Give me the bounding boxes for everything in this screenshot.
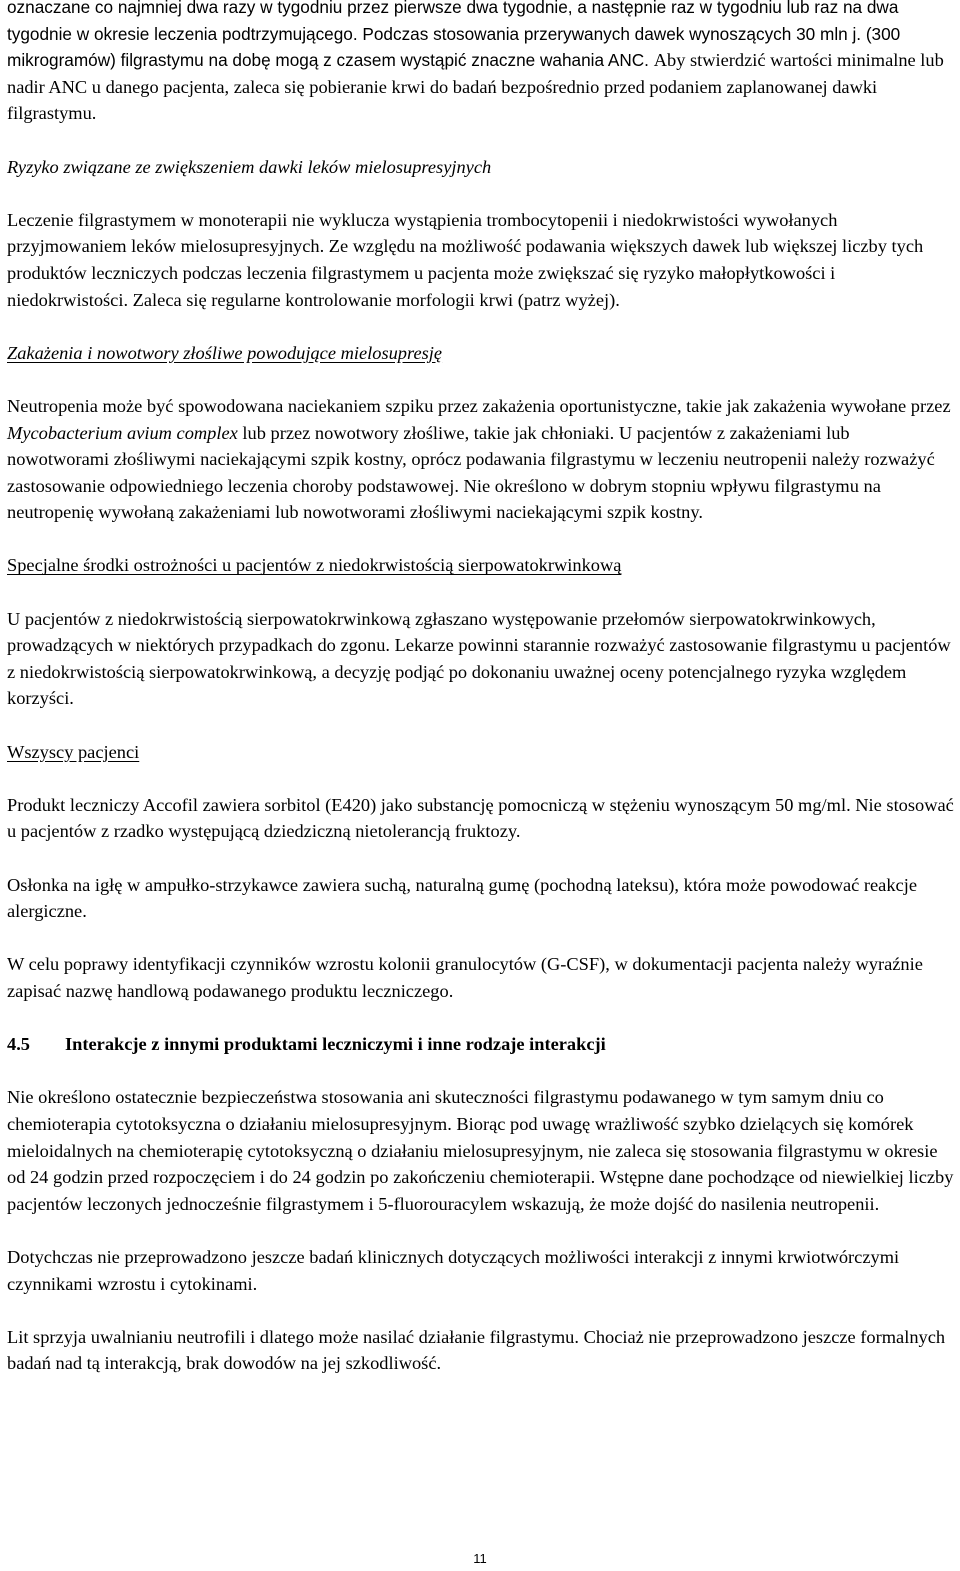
section-title: Interakcje z innymi produktami leczniczymi i inne rodzaje interakcji (65, 1034, 606, 1055)
heading-wszyscy: Wszyscy pacjenci (7, 741, 140, 762)
document-body (7, 0, 955, 1377)
intro-paragraph (7, 0, 955, 127)
paragraph-interakcje-2: Dotychczas nie przeprowadzono jeszcze badań klinicznych dotyczących możliwości interakcji z innymi krwiotwórczymi czynnikami wzrostu i cytokinami. (7, 1246, 900, 1294)
heading-ryzyko: Ryzyko związane ze zwiększeniem dawki leków mielosupresyjnych (7, 156, 492, 177)
heading-zakazenia: Zakażenia i nowotwory złośliwe powodujące mielosupresję (7, 342, 443, 363)
paragraph-zakazenia (7, 393, 955, 526)
paragraph-gcsf: W celu poprawy identyfikacji czynników wzrostu kolonii granulocytów (G-CSF), w dokumentacji pacjenta należy wyraźnie zapisać nazwę handlową podawanego produktu leczniczego. (7, 954, 923, 1001)
paragraph-ryzyko: Leczenie filgrastymem w monoterapii nie wyklucza wystąpienia trombocytopenii i niedokrwistości wywołanych przyjmowaniem leków mielosupresyjnych. Ze względu na możliwość podawania większych dawek lub większej liczby tych produktów leczniczych podczas leczenia filgrastymem u pacjenta może zwiększać się ryzyko małopłytkowości i niedokrwistości. Zaleca się regularne kontrolowanie morfologii krwi (patrz wyżej). (7, 209, 924, 310)
paragraph-accofil: Produkt leczniczy Accofil zawiera sorbitol (E420) jako substancję pomocniczą w stężeniu wynoszącym 50 mg/ml. Nie stosować u pacjentów z rzadko występującą dziedziczną nietolerancją fruktozy. (7, 794, 954, 842)
paragraph-zakazenia-before: Neutropenia może być spowodowana naciekaniem szpiku przez zakażenia oportunistyczne, takie jak zakażenia wywołane przez (7, 395, 951, 416)
intro-paragraph-part1: oznaczane co najmniej dwa razy w tygodniu przez pierwsze dwa tygodnie, a następnie raz w tygodniu lub raz na dwa tygodnie w okresie leczenia podtrzymującego. Podczas stosowania przerywanych dawek wynoszących 30 mln j. (300 mikrogramów) filgrastymu na dobę mogą z czasem wystąpić znaczne wahania ANC. (7, 0, 901, 71)
paragraph-zakazenia-after: lub przez nowotwory złośliwe, takie jak chłoniaki. U pacjentów z zakażeniami lub nowotworami złośliwymi naciekającymi szpik kostny, oprócz podawania filgrastymu w leczeniu neutropenii należy rozważyć zastosowanie odpowiedniego leczenia choroby podstawowej. Nie określono w dobrym stopniu wpływu filgrastymu na neutropenię wywołaną zakażeniami lub nowotworami złośliwymi naciekającymi szpik kostny. (7, 422, 935, 523)
paragraph-interakcje-3: Lit sprzyja uwalnianiu neutrofili i dlatego może nasilać działanie filgrastymu. Chociaż nie przeprowadzono jeszcze formalnych badań nad tą interakcją, brak dowodów na jej szkodliwość. (7, 1326, 946, 1374)
paragraph-interakcje-1: Nie określono ostatecznie bezpieczeństwa stosowania ani skuteczności filgrastymu podawanego w tym samym dniu co chemioterapia cytotoksyczna o działaniu mielosupresyjnym. Biorąc pod uwagę wrażliwość szybko dzielących się komórek mieloidalnych na chemioterapię cytotoksyczną o działaniu mielosupresyjnym, nie zaleca się stosowania filgrastymu w okresie od 24 godzin przed rozpoczęciem i do 24 godzin po zakończeniu chemioterapii. Wstępne dane pochodzące od niewielkiej liczby pacjentów leczonych jednocześnie filgrastymem i 5-fluorouracylem wskazują, że może dojść do nasilenia neutropenii. (7, 1087, 954, 1214)
paragraph-sierpowato: U pacjentów z niedokrwistością sierpowatokrwinkową zgłaszano występowanie przełomów sierpowatokrwinkowych, prowadzących w niektórych przypadkach do zgonu. Lekarze powinni starannie rozważyć zastosowanie filgrastymu u pacjentów z niedokrwistością sierpowatokrwinkową, a decyzję podjąć po dokonaniu uważnej oceny potencjalnego ryzyka względem korzyści. (7, 608, 951, 709)
page-number: 11 (473, 1551, 487, 1566)
section-number: 4.5 (7, 1034, 30, 1055)
intro-paragraph-part2: Aby stwierdzić wartości minimalne lub nadir ANC u danego pacjenta, zaleca się pobieranie krwi do badań bezpośrednio przed podaniem zaplanowanej dawki filgrastymu. (7, 50, 944, 124)
section-heading-4-5 (7, 1031, 955, 1058)
paragraph-zakazenia-species: Mycobacterium avium complex (7, 422, 238, 443)
heading-sierpowato: Specjalne środki ostrożności u pacjentów z niedokrwistością sierpowatokrwinkową (7, 555, 622, 576)
paragraph-oslonka: Osłonka na igłę w ampułko-strzykawce zawiera suchą, naturalną gumę (pochodną lateksu), która może powodować reakcje alergiczne. (7, 874, 917, 922)
